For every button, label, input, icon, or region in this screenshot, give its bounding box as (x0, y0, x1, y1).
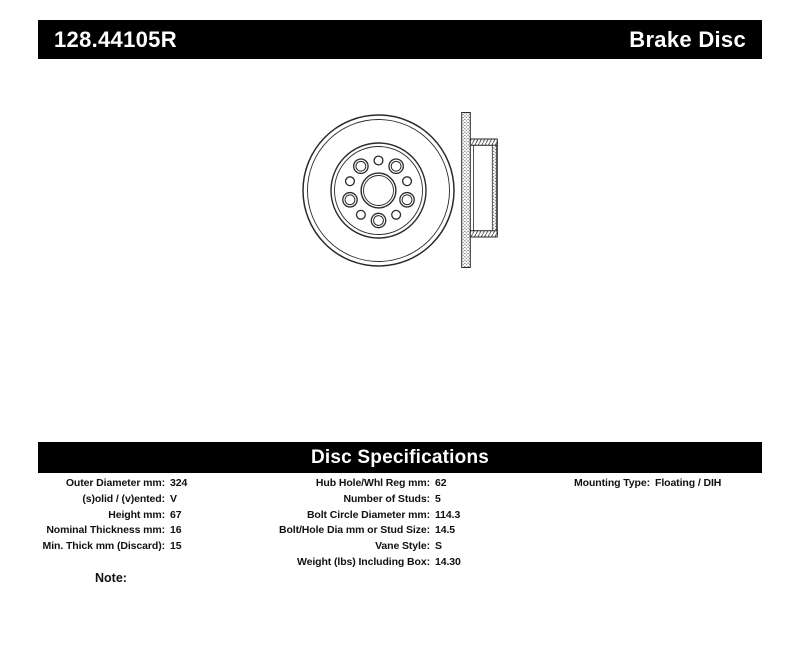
stud-hole (391, 161, 401, 171)
bolt-holes (343, 156, 414, 228)
spec-value: 15 (170, 540, 182, 553)
brake-disc-drawing (285, 95, 515, 285)
stud-hole (345, 195, 355, 205)
part-number: 128.44105R (54, 26, 177, 52)
spec-value: 14.30 (435, 555, 461, 568)
spec-value: 5 (435, 492, 441, 505)
spec-value: V (170, 492, 177, 505)
spec-row-mounting-type (555, 476, 721, 492)
stud-hole (402, 195, 412, 205)
spec-section-bar (38, 442, 762, 473)
spec-row-vane-style (275, 539, 461, 555)
spec-label: Weight (lbs) Including Box: (296, 555, 430, 568)
note-label: Note: (95, 571, 127, 585)
spec-label: Bolt/Hole Dia mm or Stud Size: (278, 524, 430, 537)
spec-label: Height mm: (108, 508, 165, 521)
spec-value: 62 (435, 477, 447, 489)
hat-mounting-face (492, 145, 496, 230)
spec-label: (s)olid / (v)ented: (82, 492, 165, 505)
spec-value: 14.5 (435, 524, 456, 537)
outer-diameter-circle (303, 115, 454, 266)
spec-row-hub-hole (275, 476, 461, 492)
spec-label: Nominal Thickness mm: (46, 524, 165, 537)
front-view (303, 115, 454, 266)
hat-outer-circle (331, 143, 426, 238)
spec-label: Min. Thick mm (Discard): (42, 540, 165, 553)
spec-label: Mounting Type: (574, 477, 650, 489)
spec-value: Floating / DIH (655, 477, 722, 489)
spec-value: 67 (170, 508, 182, 521)
small-hole (356, 210, 365, 219)
side-view (462, 113, 498, 268)
hat-top-wall (470, 139, 497, 145)
spec-value: 324 (170, 477, 188, 489)
header-bar (38, 20, 762, 59)
spec-label: Vane Style: (375, 540, 430, 553)
spec-label: Outer Diameter mm: (65, 477, 165, 489)
spec-value: 16 (170, 524, 182, 537)
stud-hole (356, 161, 366, 171)
stud-hole (374, 216, 384, 226)
spec-row-height (38, 508, 187, 524)
spec-row-outer-diameter (38, 476, 187, 492)
small-hole (403, 177, 412, 186)
disc-edge-strip (462, 113, 471, 268)
spec-row-number-of-studs (275, 492, 461, 508)
spec-label: Hub Hole/Whl Reg mm: (315, 477, 430, 489)
spec-value: 114.3 (435, 508, 461, 521)
spec-label: Bolt Circle Diameter mm: (306, 508, 430, 521)
spec-section-title: Disc Specifications (310, 446, 490, 468)
spec-label: Number of Studs: (343, 492, 430, 505)
spec-row-bolt-circle-diameter (275, 508, 461, 524)
spec-column-right (555, 476, 721, 492)
spec-row-solid-vented (38, 492, 187, 508)
spec-column-left (38, 476, 187, 555)
spec-value: S (435, 540, 442, 553)
center-bore-outer (361, 173, 396, 208)
hat-bottom-wall (470, 231, 497, 237)
spec-row-bolt-hole-dia (275, 523, 461, 539)
hat-inner-circle (335, 147, 423, 235)
spec-column-middle (275, 476, 461, 571)
spec-row-min-thick (38, 539, 187, 555)
small-hole (392, 210, 401, 219)
spec-row-weight (275, 555, 461, 571)
small-hole (346, 177, 355, 186)
center-bore-inner (364, 176, 394, 206)
small-hole (374, 156, 383, 165)
outer-edge-inner-circle (308, 120, 450, 262)
product-type: Brake Disc (629, 26, 746, 52)
spec-row-nominal-thickness (38, 523, 187, 539)
